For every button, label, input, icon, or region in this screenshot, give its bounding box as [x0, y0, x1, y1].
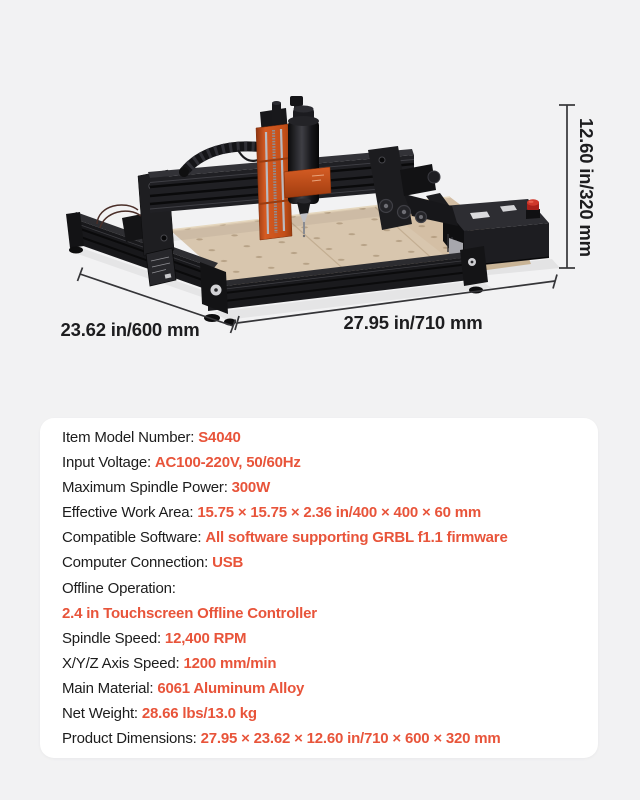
spec-row-model — [62, 425, 576, 450]
emergency-stop-button — [526, 199, 540, 219]
spec-label: Spindle Speed: — [62, 629, 165, 647]
spec-row-connection — [62, 550, 576, 575]
spec-label: Item Model Number: — [62, 429, 199, 446]
spec-row-spindle-power — [62, 475, 576, 500]
spec-row-offline-operation — [62, 576, 576, 601]
spec-label: Product Dimensions: — [62, 730, 201, 748]
spec-row-work-area — [62, 500, 576, 525]
spec-value: 15.75 × 15.75 × 2.36 in/400 × 400 × 60 mm — [197, 504, 482, 522]
spec-row-software — [62, 525, 576, 550]
spec-value: S4040 — [198, 429, 241, 446]
spec-label: Net Weight: — [62, 705, 142, 723]
spec-card — [40, 418, 598, 758]
spec-label: Effective Work Area: — [62, 504, 198, 522]
spec-label: Computer Connection: — [62, 554, 213, 572]
spec-label: Main Material: — [62, 679, 158, 697]
label-sticker — [146, 248, 176, 286]
spec-row-product-dimensions — [62, 726, 576, 751]
spec-value: AC100-220V, 50/60Hz — [154, 454, 301, 472]
spec-value: 1200 mm/min — [183, 654, 277, 672]
spec-value: 28.66 lbs/13.0 kg — [141, 705, 257, 723]
spec-value: All software supporting GRBL f1.1 firmware — [205, 529, 508, 547]
spec-label: Maximum Spindle Power: — [62, 479, 232, 497]
spec-row-material — [62, 676, 576, 701]
spec-value: USB — [212, 554, 244, 572]
spec-value: 300W — [231, 479, 271, 497]
spec-value: 2.4 in Touchscreen Offline Controller — [62, 604, 317, 622]
dimension-depth-label: 23.62 in/600 mm — [60, 319, 200, 340]
spec-label: Compatible Software: — [62, 529, 206, 547]
dimension-width-label: 27.95 in/710 mm — [343, 312, 483, 333]
spec-value: 6061 Aluminum Alloy — [157, 679, 305, 697]
spec-row-axis-speed — [62, 651, 576, 676]
spec-row-spindle-speed — [62, 626, 576, 651]
spec-label: Input Voltage: — [62, 454, 155, 472]
spec-row-net-weight — [62, 701, 576, 726]
spec-value: 27.95 × 23.62 × 12.60 in/710 × 600 × 320 mm — [200, 730, 501, 748]
dimension-height-label: 12.60 in/320 mm — [576, 117, 597, 257]
spec-label: X/Y/Z Axis Speed: — [62, 654, 184, 672]
spec-row-voltage — [62, 450, 576, 475]
spec-value: 12,400 RPM — [164, 629, 247, 647]
spec-row-offline-controller — [62, 601, 576, 626]
spindle-clamp — [284, 167, 331, 198]
spec-label: Offline Operation: — [62, 579, 176, 597]
